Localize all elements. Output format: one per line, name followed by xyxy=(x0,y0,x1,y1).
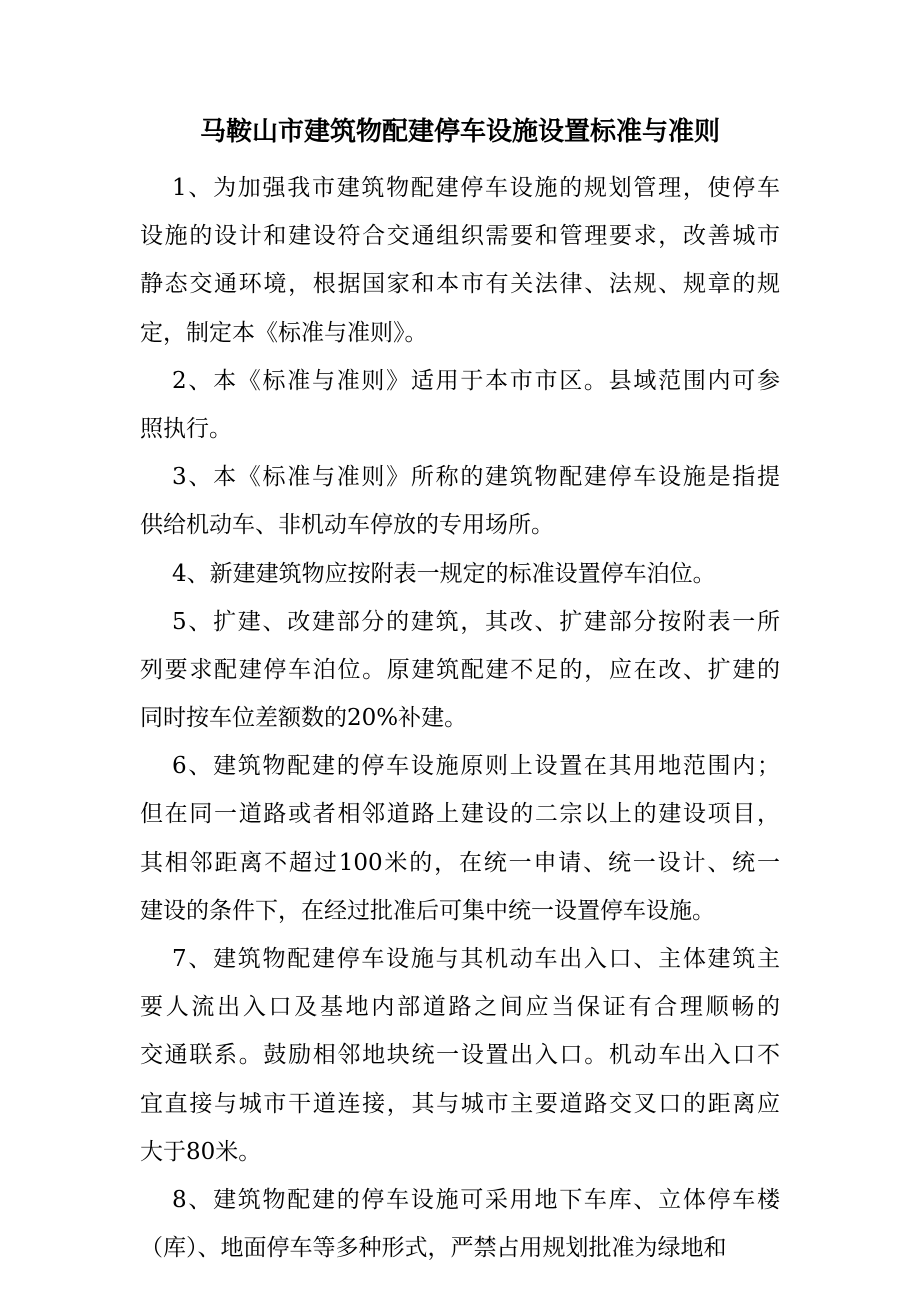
paragraph-line: 照执行。 xyxy=(140,415,232,442)
paragraph xyxy=(140,598,780,743)
paragraph-line: 其相邻距离不超过100米的，在统一申请、统一设计、统一 xyxy=(140,849,780,876)
paragraph-line: 列要求配建停车泊位。原建筑配建不足的，应在改、扩建的 xyxy=(140,656,780,683)
paragraph-line: 3、本《标准与准则》所称的建筑物配建停车设施是指提 xyxy=(172,464,780,491)
paragraph xyxy=(140,935,780,1176)
paragraph xyxy=(140,357,780,453)
paragraph-line: 8、建筑物配建的停车设施可采用地下车库、立体停车楼 xyxy=(172,1186,780,1213)
paragraph-line: 1、为加强我市建筑物配建停车设施的规划管理，使停车 xyxy=(172,175,780,201)
paragraph-line: 同时按车位差额数的20%补建。 xyxy=(140,705,468,732)
paragraph-line: 定，制定本《标准与准则》。 xyxy=(140,319,428,346)
paragraph-line: 宜直接与城市干道连接，其与城市主要道路交叉口的距离应 xyxy=(140,1090,780,1117)
paragraph xyxy=(140,1176,780,1272)
paragraph-line: 要人流出入口及基地内部道路之间应当保证有合理顺畅的 xyxy=(140,994,780,1021)
paragraph-line: 2、本《标准与准则》适用于本市市区。县域范围内可参 xyxy=(172,367,780,394)
paragraph-line: 设施的设计和建设符合交通组织需要和管理要求，改善城市 xyxy=(140,223,780,250)
paragraph xyxy=(140,742,780,935)
document-body xyxy=(140,164,780,1272)
paragraph-line: 但在同一道路或者相邻道路上建设的二宗以上的建设项目， xyxy=(140,801,780,828)
paragraph-line: 交通联系。鼓励相邻地块统一设置出入口。机动车出入口不 xyxy=(140,1042,780,1069)
paragraph-line: 供给机动车、非机动车停放的专用场所。 xyxy=(140,512,554,539)
paragraph xyxy=(140,453,780,549)
paragraph xyxy=(140,550,780,598)
paragraph-line: 大于80米。 xyxy=(140,1138,262,1165)
paragraph-line: 4、新建建筑物应按附表一规定的标准设置停车泊位。 xyxy=(172,560,716,587)
paragraph-line: 6、建筑物配建的停车设施原则上设置在其用地范围内； xyxy=(172,753,780,780)
paragraph xyxy=(140,164,780,357)
document-title: 马鞍山市建筑物配建停车设施设置标准与准则 xyxy=(199,117,720,147)
paragraph-line: （库）、地面停车等多种形式，严禁占用规划批准为绿地和 xyxy=(140,1235,727,1262)
paragraph-line: 7、建筑物配建停车设施与其机动车出入口、主体建筑主 xyxy=(172,946,780,972)
paragraph-line: 建设的条件下，在经过批准后可集中统一设置停车设施。 xyxy=(140,897,715,924)
paragraph-line: 5、扩建、改建部分的建筑，其改、扩建部分按附表一所 xyxy=(172,608,780,635)
paragraph-line: 静态交通环境，根据国家和本市有关法律、法规、规章的规 xyxy=(140,271,780,298)
